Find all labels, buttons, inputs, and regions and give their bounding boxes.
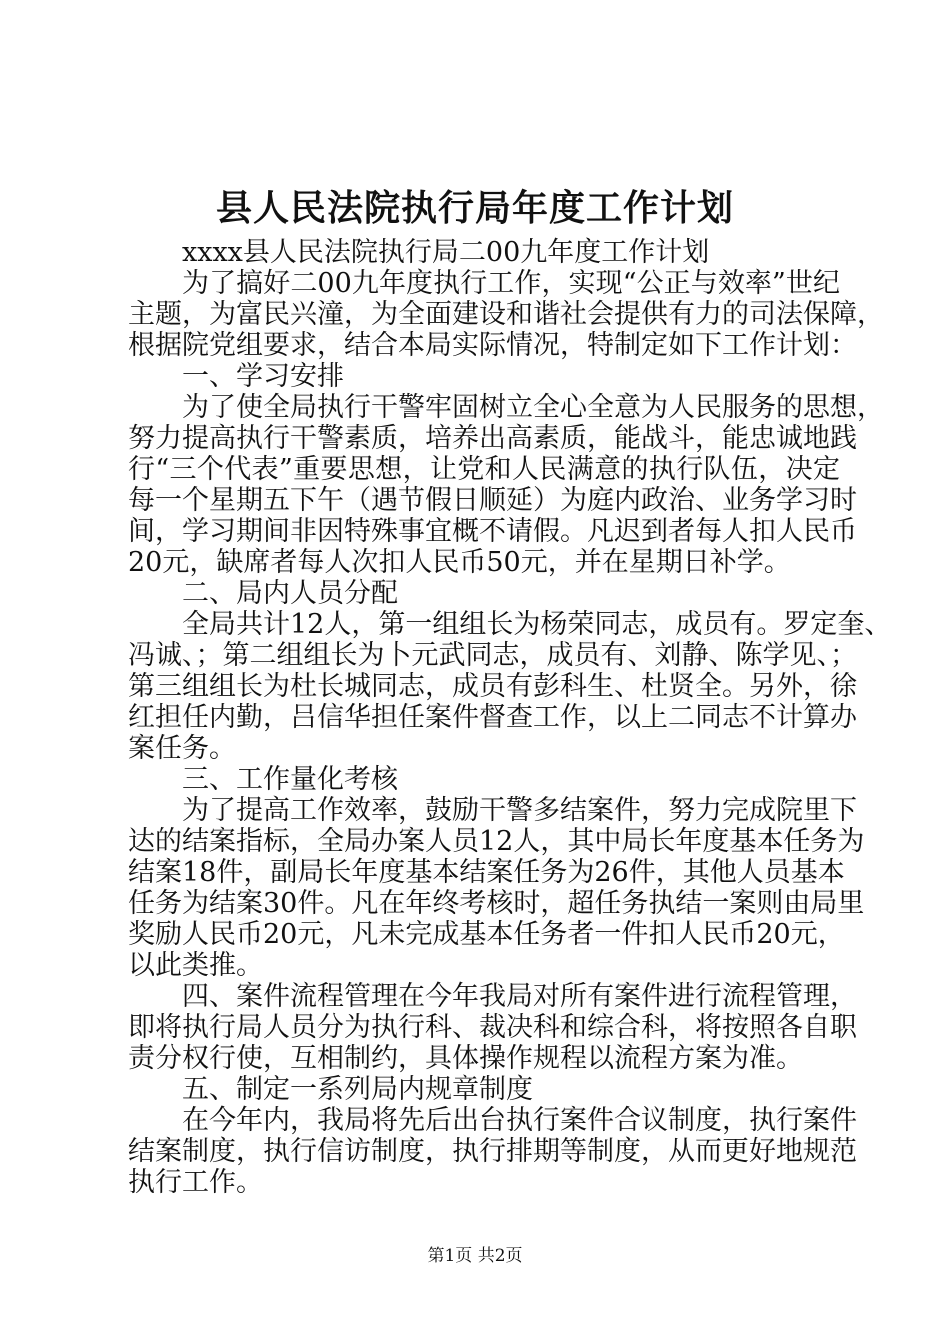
- body-line: 20元，缺席者每人次扣人民币50元，并在星期日补学。: [128, 547, 791, 578]
- body-line: 在今年内，我局将先后出台执行案件合议制度，执行案件: [182, 1105, 857, 1136]
- body-line: 四、案件流程管理在今年我局对所有案件进行流程管理，: [182, 981, 857, 1012]
- body-line: 主题，为富民兴潼，为全面建设和谐社会提供有力的司法保障，: [128, 299, 884, 330]
- body-line: 每一个星期五下午（遇节假日顺延）为庭内政治、业务学习时: [128, 485, 857, 516]
- body-line: 即将执行局人员分为执行科、裁决科和综合科，将按照各自职: [128, 1012, 857, 1043]
- body-line: 一、学习安排: [182, 361, 344, 392]
- body-line: 以此类推。: [128, 950, 263, 981]
- body-line: 二、局内人员分配: [182, 578, 398, 609]
- body-line: 红担任内勤，吕信华担任案件督查工作，以上二同志不计算办: [128, 702, 857, 733]
- body-line: 间，学习期间非因特殊事宜概不请假。凡迟到者每人扣人民币: [128, 516, 857, 547]
- body-line: 为了搞好二00九年度执行工作，实现“公正与效率”世纪: [182, 268, 840, 299]
- body-line: 为了提高工作效率，鼓励干警多结案件，努力完成院里下: [182, 795, 857, 826]
- body-line: 行“三个代表”重要思想，让党和人民满意的执行队伍，决定: [128, 454, 840, 485]
- body-line: 结案制度，执行信访制度，执行排期等制度，从而更好地规范: [128, 1136, 857, 1167]
- body-line: 冯诚、；第二组组长为卜元武同志，成员有、刘静、陈学见、；: [128, 640, 857, 671]
- body-line: 五、制定一系列局内规章制度: [182, 1074, 533, 1105]
- body-line: 达的结案指标，全局办案人员12人，其中局长年度基本任务为: [128, 826, 865, 857]
- body-line: 任务为结案30件。凡在年终考核时，超任务执结一案则由局里: [128, 888, 865, 919]
- body-line: 结案18件，副局长年度基本结案任务为26件，其他人员基本: [128, 857, 845, 888]
- body-line: 第三组组长为杜长城同志，成员有彭科生、杜贤全。另外，徐: [128, 671, 857, 702]
- body-line: 全局共计12人，第一组组长为杨荣同志，成员有。罗定奎、: [182, 609, 892, 640]
- body-line: 执行工作。: [128, 1167, 263, 1198]
- body-line: 责分权行使，互相制约，具体操作规程以流程方案为准。: [128, 1043, 803, 1074]
- page-footer: 第1页 共2页: [427, 1246, 523, 1266]
- document-body: [128, 237, 892, 1198]
- body-line: 案任务。: [128, 733, 236, 764]
- body-line: xxxx县人民法院执行局二00九年度工作计划: [182, 237, 710, 268]
- document-title: 县人民法院执行局年度工作计划: [215, 187, 734, 229]
- body-line: 三、工作量化考核: [182, 764, 398, 795]
- body-line: 奖励人民币20元，凡未完成基本任务者一件扣人民币20元，: [128, 919, 845, 950]
- body-line: 努力提高执行干警素质，培养出高素质，能战斗，能忠诚地践: [128, 423, 857, 454]
- body-line: 根据院党组要求，结合本局实际情况，特制定如下工作计划：: [128, 330, 857, 361]
- body-line: 为了使全局执行干警牢固树立全心全意为人民服务的思想，: [182, 392, 884, 423]
